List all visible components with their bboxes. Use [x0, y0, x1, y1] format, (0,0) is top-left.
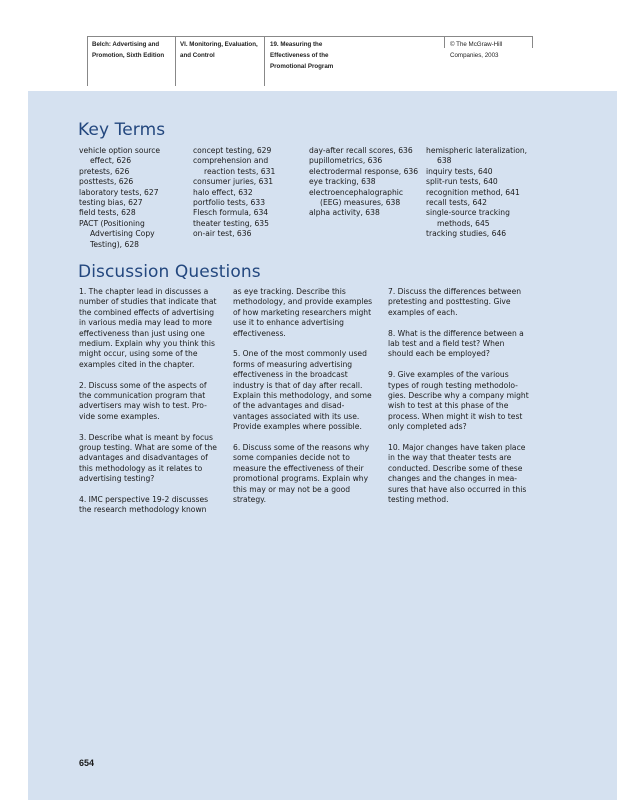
key-term: day-after recall scores, 636: [309, 146, 413, 155]
key-terms-column-2: [193, 146, 301, 240]
key-term: alpha activity, 638: [309, 208, 380, 218]
key-term: consumer juries, 631: [193, 177, 274, 187]
discussion-question: 2. Discuss some of the aspects of the communication program that advertisers may wish to test. Pro-vide some examples.: [79, 380, 207, 421]
key-term: hemispheric lateralization, 638: [426, 146, 528, 166]
key-term: recall tests, 642: [426, 198, 487, 208]
key-term: on-air test, 636: [193, 229, 252, 239]
header-chapter-title: [264, 36, 444, 86]
header-line: Promotion, Sixth Edition: [92, 52, 165, 59]
header-line: and Control: [180, 52, 215, 59]
discussion-question: 7. Discuss the differences between pretesting and posttesting. Give examples of each.: [388, 287, 522, 317]
header-book-title: [87, 36, 175, 86]
discussion-question: 8. What is the difference between a lab test and a field test? When should each be employed?: [388, 328, 524, 359]
discussion-question: 6. Discuss some of the reasons why some companies decide not to measure the effectiveness of their promotional programs. Explain why this may or may not be a good strategy.: [233, 443, 370, 505]
key-term: tracking studies, 646: [426, 229, 507, 239]
key-term: split-run tests, 640: [426, 177, 498, 187]
key-term: single-source tracking methods, 645: [426, 208, 510, 228]
key-term: posttests, 626: [79, 177, 134, 187]
key-term: Flesch formula, 634: [193, 208, 269, 218]
key-term: field tests, 628: [79, 208, 136, 218]
key-term: vehicle option source effect, 626: [79, 146, 161, 166]
key-term: recognition method, 641: [426, 187, 520, 197]
discussion-column-2: [233, 287, 375, 516]
key-term: pretests, 626: [79, 166, 130, 176]
key-term: theater testing, 635: [193, 218, 269, 228]
header-line: Belch: Advertising and: [92, 41, 160, 48]
header-line: Promotional Program: [270, 63, 334, 70]
header-line: Companies, 2003: [450, 52, 499, 59]
header-line: © The McGraw-Hill: [450, 41, 503, 48]
key-terms-column-1: [79, 146, 184, 250]
discussion-question: as eye tracking. Describe this methodology, and provide examples of how marketing researchers might use it to enhance advertising effectiveness.: [233, 287, 373, 338]
discussion-question: 3. Describe what is meant by focus group testing. What are some of the advantages and disadvantages of this methodology as it relates to advertising testing?: [79, 432, 217, 484]
header-line: Effectiveness of the: [270, 52, 329, 59]
key-term: testing bias, 627: [79, 198, 143, 208]
key-term: electroencephalographic (EEG) measures, 638: [309, 187, 404, 208]
header-copyright: [444, 36, 533, 59]
key-terms-column-3: [309, 146, 419, 219]
key-terms-column-4: [426, 146, 540, 240]
key-term: eye tracking, 638: [309, 177, 376, 187]
discussion-question: 9. Give examples of the various types of rough testing methodolo-gies. Describe why a company might wish to test at this phase of the process. When might it wish to test only completed ads?: [388, 370, 529, 432]
discussion-question: 4. IMC perspective 19-2 discusses the research methodology known: [79, 495, 209, 515]
discussion-question: 5. One of the most commonly used forms of measuring advertising effectiveness in the broadcast industry is that of day after recall. Explain this methodology, and some of the advantages and disad-vantages associated with its use. Provide examples where possible.: [233, 349, 372, 432]
key-term: inquiry tests, 640: [426, 166, 493, 176]
running-header: [87, 36, 533, 86]
key-term: comprehension and reaction tests, 631: [193, 156, 276, 176]
key-term: pupillometrics, 636: [309, 156, 383, 166]
header-line: 19. Measuring the: [270, 41, 323, 48]
page-number: 654: [79, 758, 95, 768]
key-term: PACT (Positioning Advertising Copy Testing), 628: [79, 218, 155, 249]
key-term: portfolio tests, 633: [193, 198, 266, 208]
key-terms-title: Key Terms: [78, 120, 166, 140]
header-line: VI. Monitoring, Evaluation,: [180, 41, 258, 48]
key-term: laboratory tests, 627: [79, 187, 159, 197]
header-part-title: [175, 36, 264, 86]
discussion-column-3: [388, 287, 530, 516]
discussion-column-1: [79, 287, 219, 526]
discussion-question: 1. The chapter lead in discusses a number of studies that indicate that the combined effects of advertising in various media may lead to more effectiveness than just using one medium. Explain why you think this might occur, using some of the examples cited in the chapter.: [79, 287, 217, 369]
key-term: halo effect, 632: [193, 187, 253, 197]
discussion-question: 10. Major changes have taken place in the way that theater tests are conducted. Describe some of these changes and the changes in mea-sures that have also occurred in this testing method.: [388, 443, 527, 505]
discussion-questions-title: Discussion Questions: [78, 262, 261, 282]
key-term: electrodermal response, 636: [309, 166, 419, 176]
key-term: concept testing, 629: [193, 146, 272, 155]
